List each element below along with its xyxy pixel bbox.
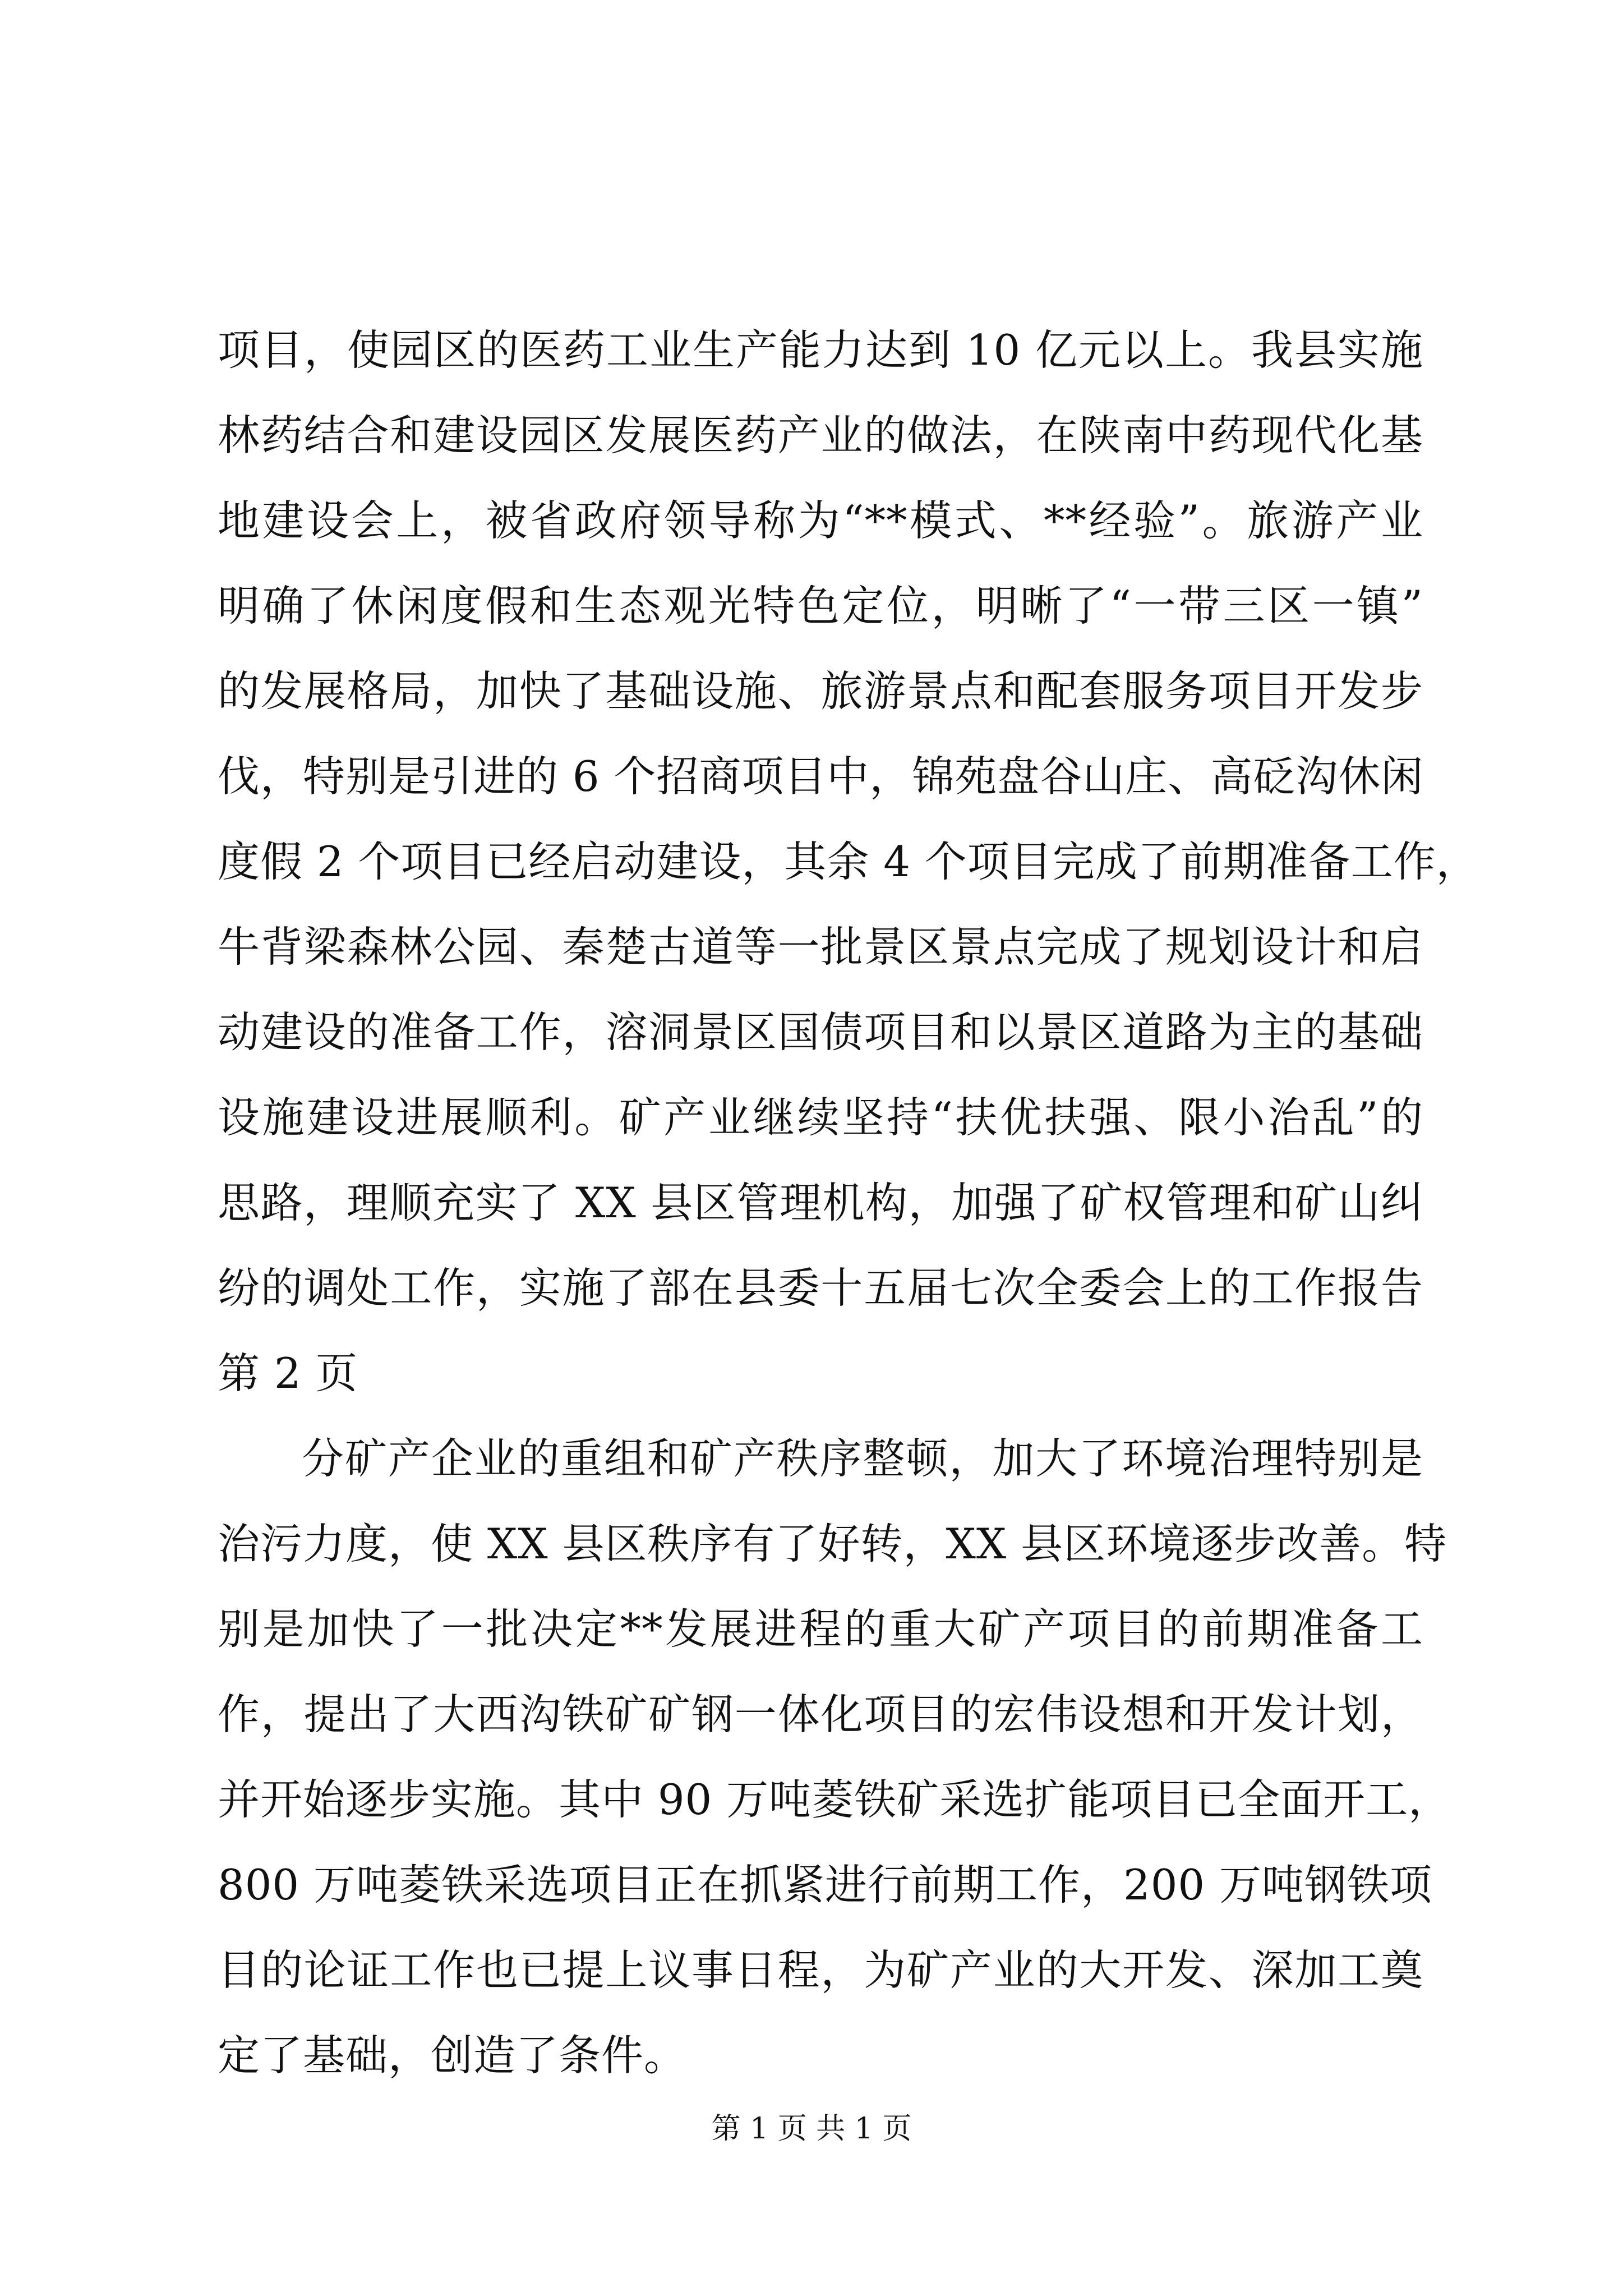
text-line: 纷的调处工作，实施了部在县委十五届七次全委会上的工作报告	[218, 1263, 1423, 1313]
text-line: 度假 2 个项目已经启动建设，其余 4 个项目完成了前期准备工作，	[218, 837, 1479, 886]
page-footer: 第 1 页 共 1 页	[711, 2112, 912, 2146]
text-line: 动建设的准备工作，溶洞景区国债项目和以景区道路为主的基础	[218, 1007, 1423, 1057]
text-line: 牛背梁森林公园、秦楚古道等一批景区景点完成了规划设计和启	[218, 922, 1423, 972]
text-line: 项目，使园区的医药工业生产能力达到 10 亿元以上。我县实施	[218, 325, 1423, 375]
text-line: 分矿产企业的重组和矿产秩序整顿，加大了环境治理特别是	[302, 1434, 1423, 1483]
document-body	[218, 307, 1479, 2098]
text-line: 800 万吨菱铁采选项目正在抓紧进行前期工作，200 万吨钢铁项	[218, 1860, 1432, 1910]
text-line: 别是加快了一批决定**发展进程的重大矿产项目的前期准备工	[218, 1604, 1423, 1654]
text-line: 的发展格局，加快了基础设施、旅游景点和配套服务项目开发步	[218, 666, 1423, 716]
inline-page-marker: 第 2 页	[218, 1349, 358, 1398]
text-line: 伐，特别是引进的 6 个招商项目中，锦苑盘谷山庄、高砭沟休闲	[218, 752, 1424, 801]
text-line: 明确了休闲度假和生态观光特色定位，明晰了“一带三区一镇”	[218, 581, 1423, 631]
text-line: 地建设会上，被省政府领导称为“**模式、**经验”。旅游产业	[218, 496, 1423, 545]
text-line: 作，提出了大西沟铁矿矿钢一体化项目的宏伟设想和开发计划，	[218, 1690, 1423, 1739]
text-line: 目的论证工作也已提上议事日程，为矿产业的大开发、深加工奠	[218, 1945, 1423, 1995]
text-line: 并开始逐步实施。其中 90 万吨菱铁矿采选扩能项目已全面开工，	[218, 1775, 1451, 1824]
text-line: 林药结合和建设园区发展医药产业的做法，在陕南中药现代化基	[218, 411, 1423, 460]
text-line: 思路，理顺充实了 XX 县区管理机构，加强了矿权管理和矿山纠	[218, 1178, 1423, 1227]
text-line: 定了基础，创造了条件。	[218, 2031, 687, 2080]
text-line: 治污力度，使 XX 县区秩序有了好转，XX 县区环境逐步改善。特	[218, 1519, 1447, 1568]
text-line: 设施建设进展顺利。矿产业继续坚持“扶优扶强、限小治乱”的	[218, 1093, 1423, 1142]
